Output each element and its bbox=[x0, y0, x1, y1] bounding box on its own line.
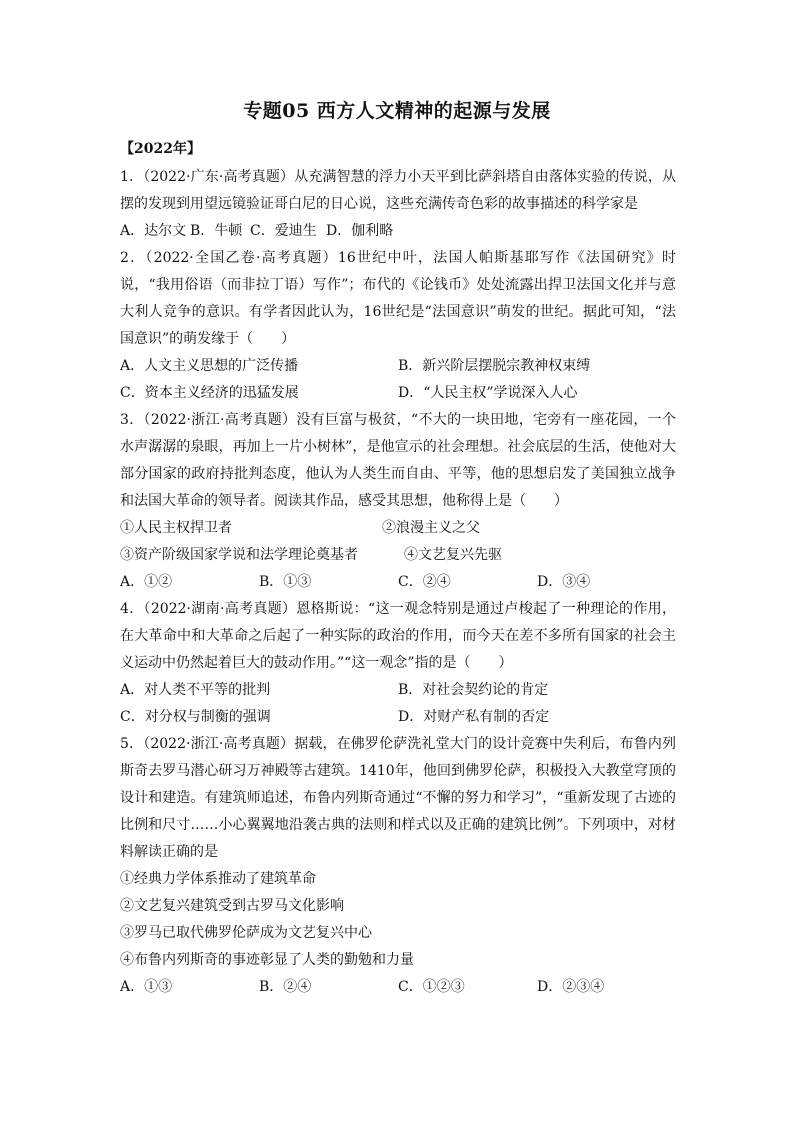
option-d: D．③④ bbox=[537, 574, 591, 590]
statement-2: ②浪漫主义之父 bbox=[382, 520, 480, 536]
statement-2: ②文艺复兴建筑受到古罗马文化影响 bbox=[120, 898, 344, 914]
option-b: B．②④ bbox=[259, 979, 312, 995]
option-b: B．①③ bbox=[259, 574, 312, 590]
question-3 bbox=[120, 407, 676, 596]
section-label: 【2022年】 bbox=[120, 141, 201, 157]
option-b: B．牛顿 bbox=[190, 223, 243, 239]
question-stem: 3．（2022·浙江·高考真题）没有巨富与极贫，“不大的一块田地，宅旁有一座花园，一个水声潺潺的泉眼，再加上一片小树林”，是他宣示的社会理想。社会底层的生活，使他对大部分国家的政府持批判态度，他认为人类生而自由、平等，他的思想启发了美国独立战争和法国大革命的领导者。阅读其作品，感受其思想，他称得上是（ ） bbox=[120, 412, 676, 509]
options-row bbox=[120, 218, 676, 245]
option-a: A．达尔文 bbox=[120, 223, 187, 239]
statement-4: ④布鲁内列斯奇的事迹彰显了人类的勤勉和力量 bbox=[120, 952, 414, 968]
question-5 bbox=[120, 731, 676, 1001]
option-c: C．①②③ bbox=[398, 979, 465, 995]
options-row bbox=[120, 569, 676, 596]
question-2 bbox=[120, 245, 676, 407]
option-c: C．爱迪生 bbox=[250, 223, 317, 239]
question-4 bbox=[120, 596, 676, 731]
option-c: C．对分权与制衡的强调 bbox=[120, 709, 271, 725]
option-b: B．新兴阶层摆脱宗教神权束缚 bbox=[398, 358, 591, 374]
option-d: D．“人民主权”学说深入人心 bbox=[398, 385, 578, 401]
statement-4: ④文艺复兴先驱 bbox=[404, 547, 502, 563]
statement-3: ③资产阶级国家学说和法学理论奠基者 bbox=[120, 547, 358, 563]
options-row bbox=[120, 677, 676, 704]
question-stem: 2．（2022·全国乙卷·高考真题）16世纪中叶，法国人帕斯基耶写作《法国研究》时说，“我用俗语（而非拉丁语）写作”；布代的《论钱币》处处流露出捍卫法国文化并与意大利人竞争的意识。有学者因此认为，16世纪是“法国意识”萌发的世纪。据此可知，“法国意识”的萌发缘于（ ） bbox=[120, 250, 676, 347]
option-d: D．对财产私有制的否定 bbox=[398, 709, 550, 725]
option-a: A．①② bbox=[120, 574, 173, 590]
options-row bbox=[120, 704, 676, 731]
option-c: C．②④ bbox=[398, 574, 451, 590]
option-d: D．②③④ bbox=[537, 979, 605, 995]
option-a: A．人文主义思想的广泛传播 bbox=[120, 358, 299, 374]
statement-1: ①经典力学体系推动了建筑革命 bbox=[120, 871, 316, 887]
statements-row bbox=[120, 542, 676, 569]
options-row bbox=[120, 380, 676, 407]
page-title: 专题05 西方人文精神的起源与发展 bbox=[243, 100, 551, 122]
option-d: D．伽利略 bbox=[326, 223, 394, 239]
statement-3: ③罗马已取代佛罗伦萨成为文艺复兴中心 bbox=[120, 925, 372, 941]
options-row bbox=[120, 353, 676, 380]
question-stem: 4．（2022·湖南·高考真题）恩格斯说：“这一观念特别是通过卢梭起了一种理论的作用，在大革命中和大革命之后起了一种实际的政治的作用，而今天在差不多所有国家的社会主义运动中仍然起着巨大的鼓动作用。”“这一观念”指的是（ ） bbox=[120, 601, 676, 671]
option-a: A．对人类不平等的批判 bbox=[120, 682, 271, 698]
question-stem: 1．（2022·广东·高考真题）从充满智慧的浮力小天平到比萨斜塔自由落体实验的传说，从摆的发现到用望远镜验证哥白尼的日心说，这些充满传奇色彩的故事描述的科学家是 bbox=[120, 169, 676, 212]
options-row bbox=[120, 974, 676, 1001]
option-b: B．对社会契约论的肯定 bbox=[398, 682, 549, 698]
option-a: A．①③ bbox=[120, 979, 173, 995]
option-c: C．资本主义经济的迅猛发展 bbox=[120, 385, 299, 401]
question-stem: 5．（2022·浙江·高考真题）据载，在佛罗伦萨洗礼堂大门的设计竞赛中失利后，布鲁内列斯奇去罗马潜心研习万神殿等古建筑。1410年，他回到佛罗伦萨，积极投入大教堂穹顶的设计和建造。有建筑师追述，布鲁内列斯奇通过“不懈的努力和学习”，“重新发现了古迹的比例和尺寸……小心翼翼地沿袭古典的法则和样式以及正确的建筑比例”。下列项中，对材料解读正确的是 bbox=[120, 736, 676, 860]
question-1 bbox=[120, 164, 676, 245]
statements-row bbox=[120, 515, 676, 542]
statement-1: ①人民主权捍卫者 bbox=[120, 520, 232, 536]
question-list bbox=[120, 164, 676, 1001]
